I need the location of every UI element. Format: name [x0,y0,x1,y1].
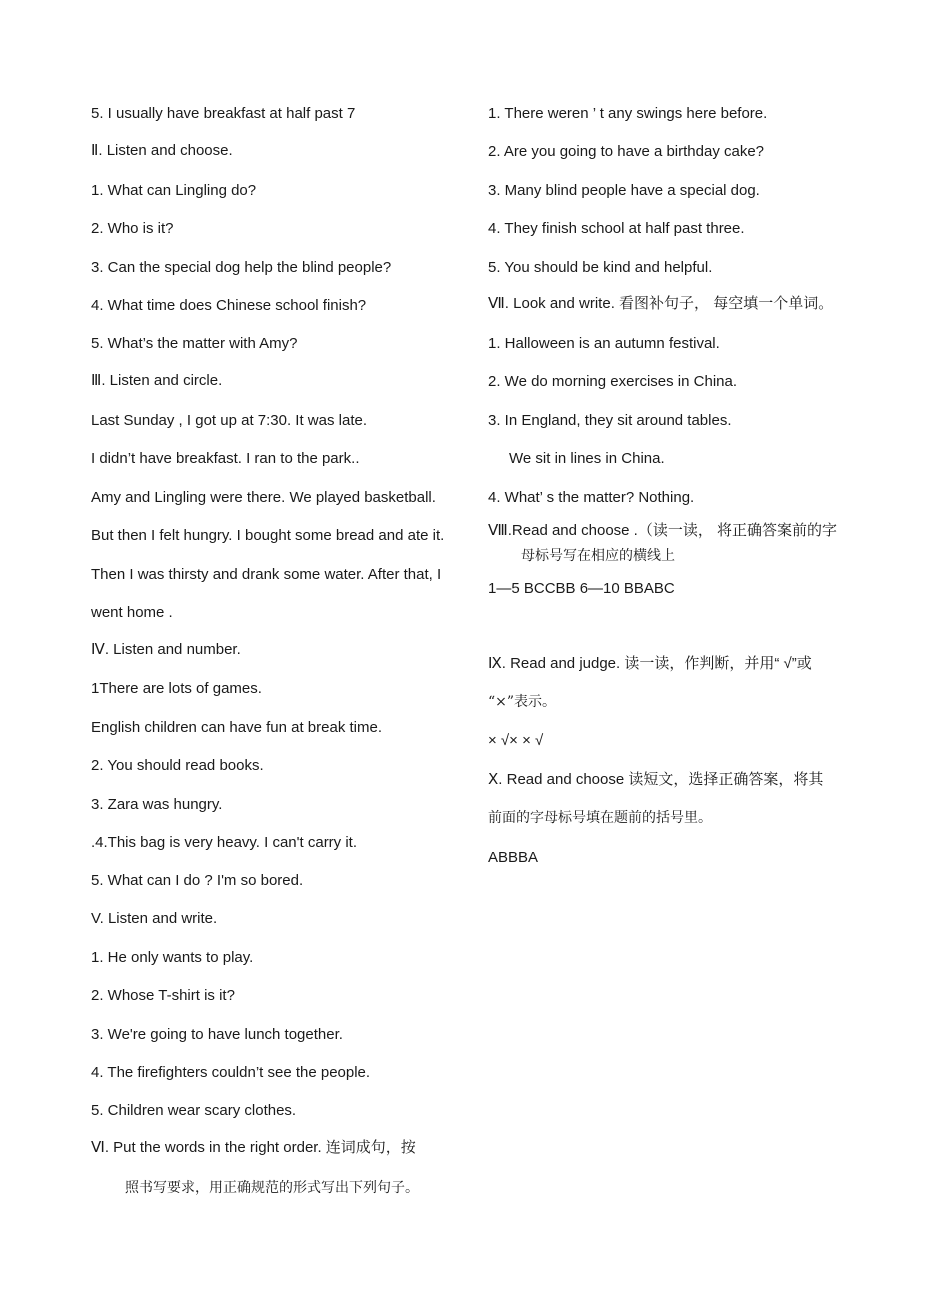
text-line: 1. Halloween is an autumn festival. [488,335,720,352]
text-line: 4. What time does Chinese school finish? [91,297,367,314]
answer-line: × √× × √ [488,732,544,749]
text-line: 3. Many blind people have a special dog. [488,182,760,199]
instruction-line: “×”表示。 [488,694,557,710]
text-line: 4. The firefighters couldn’t see the people. [91,1064,371,1081]
section-heading-iv: Ⅳ. Listen and number. [91,641,241,658]
text-line: Last Sunday , I got up at 7:30. It was late. [91,412,368,429]
text-line: 3. Zara was hungry. [91,796,223,813]
text-line: 1. He only wants to play. [91,949,254,966]
text-line: 1. There weren ’ t any swings here before. [488,105,768,122]
section-heading-x: Ⅹ. Read and choose 读短文，选择正确答案，将其 [488,771,824,788]
answer-line: ABBBA [488,849,539,866]
section-heading-vi: Ⅵ. Put the words in the right order. 连词成句，按 [91,1139,416,1156]
section-heading-iii: Ⅲ. Listen and circle. [91,372,223,389]
text-line: English children can have fun at break time. [91,719,382,736]
text-line: We sit in lines in China. [509,450,665,467]
text-line: 3. We're going to have lunch together. [91,1026,343,1043]
text-line: 5. What’s the matter with Amy? [91,335,298,352]
text-line: 3. In England, they sit around tables. [488,412,732,429]
text-line: 5. You should be kind and helpful. [488,259,713,276]
text-line: 3. Can the special dog help the blind people? [91,259,392,276]
text-line: 5. What can I do ? I'm so bored. [91,872,304,889]
text-line: 1There are lots of games. [91,680,262,697]
section-heading-ix: Ⅸ. Read and judge. 读一读，作判断，并用“ √”或 [488,655,812,672]
text-line: 4. What’ s the matter? Nothing. [488,489,695,506]
text-line: 4. They finish school at half past three. [488,220,745,237]
section-heading-v: V. Listen and write. [91,910,218,927]
text-line: 2. Are you going to have a birthday cake? [488,143,765,160]
text-line: 5. Children wear scary clothes. [91,1102,297,1119]
text-line: 5. I usually have breakfast at half past 7 [91,105,356,122]
instruction-line: 前面的字母标号填在题前的括号里。 [488,810,712,826]
text-line: 2. Whose T-shirt is it? [91,987,235,1004]
text-line: .4.This bag is very heavy. I can't carry it. [91,834,358,851]
answer-line: 1—5 BCCBB 6—10 BBABC [488,580,675,597]
text-line: But then I felt hungry. I bought some bread and ate it. [91,527,445,544]
text-line: 2. We do morning exercises in China. [488,373,738,390]
instruction-line: 照书写要求，用正确规范的形式写出下列句子。 [125,1180,419,1196]
text-line: 1. What can Lingling do? [91,182,257,199]
text-line: I didn’t have breakfast. I ran to the park.. [91,450,360,467]
text-line: Then I was thirsty and drank some water. After that, I [91,566,442,583]
section-heading-viii: Ⅷ.Read and choose .（读一读， 将正确答案前的字 [488,522,838,539]
text-line: went home . [91,604,173,621]
text-line: 2. Who is it? [91,220,174,237]
text-line: 2. You should read books. [91,757,264,774]
section-heading-ii: Ⅱ. Listen and choose. [91,142,233,159]
instruction-line: 母标号写在相应的横线上 [521,548,675,564]
section-heading-vii: Ⅶ. Look and write. 看图补句子， 每空填一个单词。 [488,295,834,312]
text-line: Amy and Lingling were there. We played basketball. [91,489,436,506]
